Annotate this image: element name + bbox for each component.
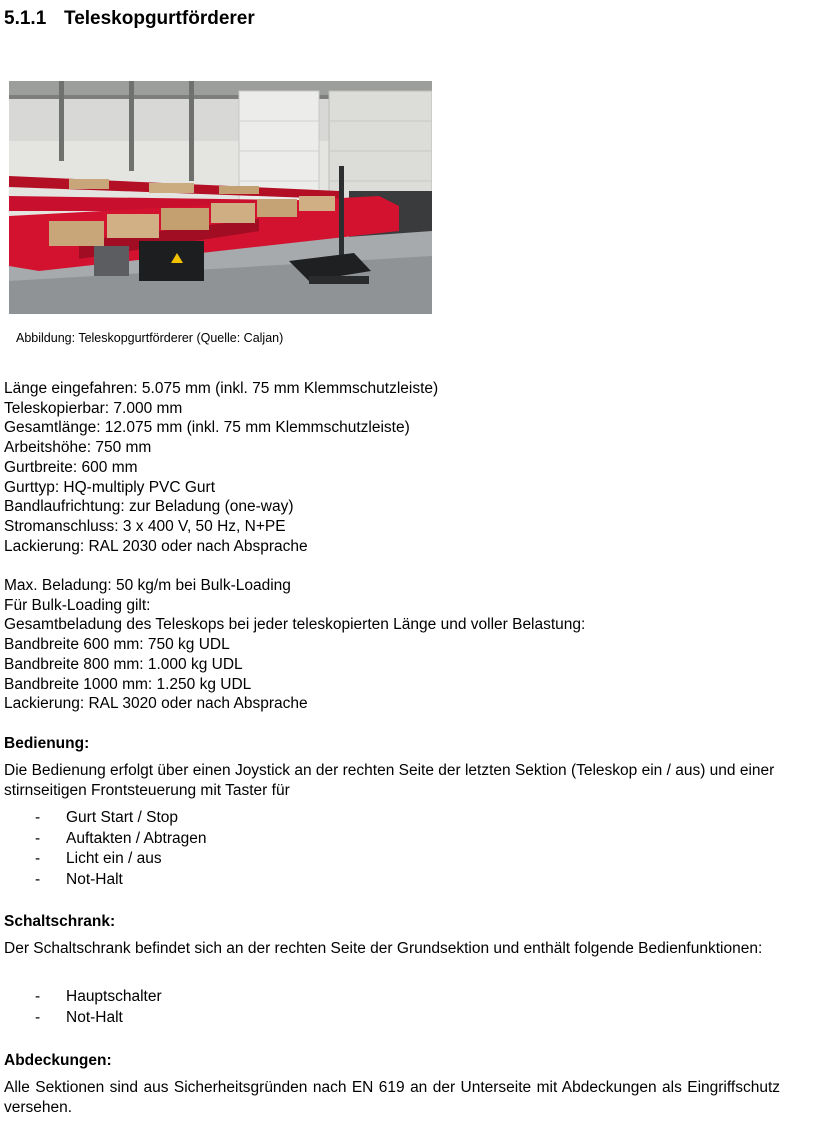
spec-line: Für Bulk-Loading gilt: [4,596,151,614]
bedienung-text: Die Bedienung erfolgt über einen Joystick an der rechten Seite der letzten Sektion (Teleskop ein / aus) und einer stirnseitigen Frontsteuerung mit Taster für [4,762,775,799]
abdeckungen-heading: Abdeckungen: [4,1052,112,1069]
section-title: Teleskopgurtförderer [64,8,255,29]
bullet-dash: - [35,1008,41,1026]
bullet-dash: - [35,870,41,888]
list-item: - Not-Halt [4,1008,162,1029]
list-item: - Hauptschalter [4,987,162,1008]
spec-line: Teleskopierbar: 7.000 mm [4,399,183,417]
section-number: 5.1.1 [4,8,47,29]
spec-line: Bandbreite 600 mm: 750 kg UDL [4,636,230,654]
bullet-dash: - [35,850,41,867]
spec-line: Lackierung: RAL 3020 oder nach Absprache [4,695,308,713]
spec-line: Lackierung: RAL 2030 oder nach Absprache [4,537,308,555]
spec-line: Gurtbreite: 600 mm [4,458,138,476]
bullet-dash: - [35,809,41,826]
abdeckungen-text: Alle Sektionen sind aus Sicherheitsgründen nach EN 619 an der Unterseite mit Abdeckungen als Eingriffschutz versehen. [4,1079,780,1116]
bedienung-heading: Bedienung: [4,735,90,752]
specs-block-1 [4,379,780,556]
section-heading [4,8,255,30]
spec-line: Gurttyp: HQ-multiply PVC Gurt [4,478,216,496]
figure-caption: Abbildung: Teleskopgurtförderer (Quelle: Caljan) [16,331,284,345]
conveyor-photo-icon [9,81,432,314]
spec-line: Bandbreite 1000 mm: 1.250 kg UDL [4,675,252,693]
list-item: - Gurt Start / Stop [4,808,206,829]
bedienung-list [4,808,206,890]
spec-line: Gesamtlänge: 12.075 mm (inkl. 75 mm Klemmschutzleiste) [4,419,410,437]
schaltschrank-text: Der Schaltschrank befindet sich an der rechten Seite der Grundsektion und enthält folgende Bedienfunktionen: [4,940,763,957]
specs-block-2 [4,576,780,714]
bullet-dash: - [35,988,41,1005]
spec-line: Bandlaufrichtung: zur Beladung (one-way) [4,498,294,516]
spec-line: Arbeitshöhe: 750 mm [4,439,152,457]
spec-line: Stromanschluss: 3 x 400 V, 50 Hz, N+PE [4,517,286,535]
bullet-dash: - [35,829,41,847]
spec-line: Gesamtbeladung des Teleskops bei jeder teleskopierten Länge und voller Belastung: [4,616,586,634]
spec-line: Bandbreite 800 mm: 1.000 kg UDL [4,655,243,673]
schaltschrank-list [4,987,162,1028]
list-item: - Not-Halt [4,870,206,891]
schaltschrank-heading: Schaltschrank: [4,913,116,930]
spec-line: Max. Beladung: 50 kg/m bei Bulk-Loading [4,577,291,594]
spec-line: Länge eingefahren: 5.075 mm (inkl. 75 mm Klemmschutzleiste) [4,380,439,397]
list-item: - Auftakten / Abtragen [4,829,206,850]
list-item: - Licht ein / aus [4,849,206,870]
